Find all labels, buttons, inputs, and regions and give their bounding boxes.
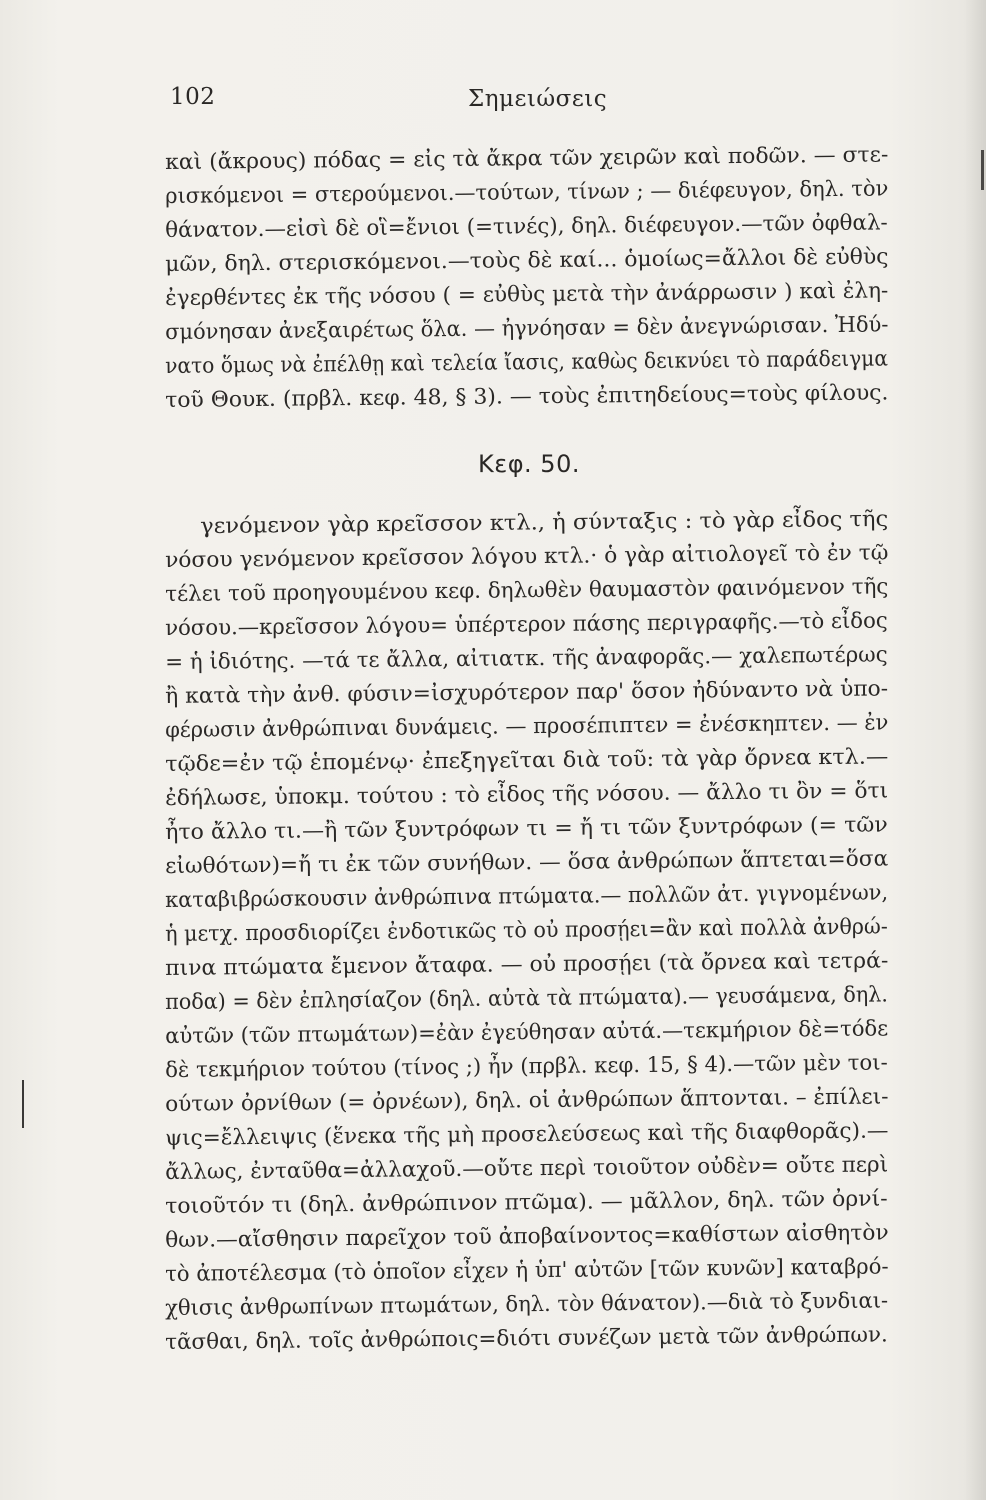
text-line: = ἡ ἰδιότης. —τά τε ἄλλα, αἰτιατκ. τῆς ἀναφορᾶς.— χαλεπωτέρως bbox=[165, 642, 888, 675]
text-line: καὶ (ἄκρους) πόδας = εἰς τὰ ἄκρα τῶν χειρῶν καὶ ποδῶν. — στε- bbox=[165, 142, 889, 175]
text-line: φέρωσιν ἀνθρώπιναι δυνάμεις. — προσέπιπτεν = ἐνέσκηπτεν. — ἐν bbox=[165, 710, 889, 743]
section-heading: Κεφ. 50. bbox=[478, 450, 580, 478]
text-line: τοιοῦτόν τι (δηλ. ἀνθρώπινον πτῶμα). — μᾶλλον, δηλ. τῶν ὀρνί- bbox=[165, 1186, 888, 1219]
text-line: ρισκόμενοι = στερούμενοι.—τούτων, τίνων ; — διέφευγον, δηλ. τὸν bbox=[165, 176, 889, 209]
text-line: μῶν, δηλ. στερισκόμενοι.—τοὺς δὲ καί... ὁμοίως=ἄλλοι δὲ εὐθὺς bbox=[165, 244, 889, 277]
left-margin-pencil-mark bbox=[22, 1080, 24, 1128]
page-edge-shadow bbox=[964, 0, 986, 1500]
text-line: γενόμενον γὰρ κρεῖσσον κτλ., ἡ σύνταξις : τὸ γὰρ εἶδος τῆς bbox=[200, 506, 889, 539]
text-line: χθισις ἀνθρωπίνων πτωμάτων, δηλ. τὸν θάνατον).—διὰ τὸ ξυνδιαι- bbox=[165, 1288, 889, 1321]
text-line: ἄλλως, ἐνταῦθα=ἀλλαχοῦ.—οὔτε περὶ τοιοῦτον οὐδὲν= οὔτε περὶ bbox=[165, 1152, 889, 1185]
text-line: σμόνησαν ἀνεξαιρέτως ὅλα. — ἠγνόησαν = δὲν ἀνεγνώρισαν. Ἠδύ- bbox=[165, 312, 889, 345]
text-line: τῷδε=ἐν τῷ ἑπομένῳ· ἐπεξηγεῖται διὰ τοῦ: τὰ γὰρ ὄρνεα κτλ.— bbox=[165, 744, 889, 777]
text-line: ψις=ἔλλειψις (ἕνεκα τῆς μὴ προσελεύσεως καὶ τῆς διαφθορᾶς).— bbox=[165, 1118, 889, 1151]
text-line: αὐτῶν (τῶν πτωμάτων)=ἐὰν ἐγεύθησαν αὐτά.—τεκμήριον δὲ=τόδε bbox=[165, 1016, 889, 1049]
text-line: ἡ μετχ. προσδιορίζει ἐνδοτικῶς τὸ οὐ προσῄει=ἂν καὶ πολλὰ ἀνθρώ- bbox=[165, 914, 888, 947]
text-line: ποδα) = δὲν ἐπλησίαζον (δηλ. αὐτὰ τὰ πτώματα).— γευσάμενα, δηλ. bbox=[165, 982, 889, 1015]
text-line: ούτων ὀρνίθων (= ὀρνέων), δηλ. οἱ ἀνθρώπων ἅπτονται. – ἐπίλει- bbox=[165, 1084, 889, 1117]
text-line: καταβιβρώσκουσιν ἀνθρώπινα πτώματα.— πολλῶν ἀτ. γιγνομένων, bbox=[165, 880, 889, 913]
right-margin-mark bbox=[981, 150, 984, 190]
running-title: Σημειώσεις bbox=[468, 86, 608, 112]
text-line: νατο ὅμως νὰ ἐπέλθῃ καὶ τελεία ἴασις, καθὼς δεικνύει τὸ παράδειγμα bbox=[165, 346, 889, 379]
text-line: νόσου.—κρεῖσσον λόγου= ὑπέρτερον πάσης περιγραφῆς.—τὸ εἶδος bbox=[165, 608, 888, 641]
text-line: ἢ κατὰ τὴν ἀνθ. φύσιν=ἰσχυρότερον παρ' ὅσον ἠδύναντο νὰ ὑπο- bbox=[165, 676, 889, 709]
text-line: ἐδήλωσε, ὑποκμ. τούτου : τὸ εἶδος τῆς νόσου. — ἄλλο τι ὂν = ὅτι bbox=[165, 778, 889, 811]
text-line: θάνατον.—εἰσὶ δὲ οἳ=ἔνιοι (=τινές), δηλ. διέφευγον.—τῶν ὀφθαλ- bbox=[165, 210, 888, 243]
text-line: τὸ ἀποτέλεσμα (τὸ ὁποῖον εἶχεν ἡ ὑπ' αὐτῶν [τῶν κυνῶν] καταβρό- bbox=[165, 1254, 889, 1287]
page-number: 102 bbox=[170, 84, 216, 110]
text-line: τᾶσθαι, δηλ. τοῖς ἀνθρώποις=διότι συνέζων μετὰ τῶν ἀνθρώπων. bbox=[165, 1322, 888, 1355]
text-line: πινα πτώματα ἔμενον ἄταφα. — οὐ προσῄει (τὰ ὄρνεα καὶ τετρά- bbox=[165, 948, 889, 981]
text-line: θων.—αἴσθησιν παρεῖχον τοῦ ἀποβαίνοντος=καθίστων αἰσθητὸν bbox=[165, 1220, 889, 1253]
text-line: τοῦ Θουκ. (πρβλ. κεφ. 48, § 3). — τοὺς ἐπιτηδείους=τοὺς φίλους. bbox=[165, 380, 889, 413]
text-line: νόσου γενόμενον κρεῖσσον λόγου κτλ.· ὁ γὰρ αἰτιολογεῖ τὸ ἐν τῷ bbox=[165, 540, 889, 573]
text-line: ἐγερθέντες ἐκ τῆς νόσου ( = εὐθὺς μετὰ τὴν ἀνάρρωσιν ) καὶ ἐλη- bbox=[165, 278, 889, 311]
text-line: δὲ τεκμήριον τούτου (τίνος ;) ἦν (πρβλ. κεφ. 15, § 4).—τῶν μὲν τοι- bbox=[165, 1050, 888, 1083]
text-line: ἦτο ἄλλο τι.—ἢ τῶν ξυντρόφων τι = ἤ τι τῶν ξυντρόφων (= τῶν bbox=[165, 812, 888, 845]
text-line: εἰωθότων)=ἤ τι ἐκ τῶν συνήθων. — ὅσα ἀνθρώπων ἅπτεται=ὅσα bbox=[165, 846, 889, 879]
text-line: τέλει τοῦ προηγουμένου κεφ. δηλωθὲν θαυμαστὸν φαινόμενον τῆς bbox=[165, 574, 889, 607]
